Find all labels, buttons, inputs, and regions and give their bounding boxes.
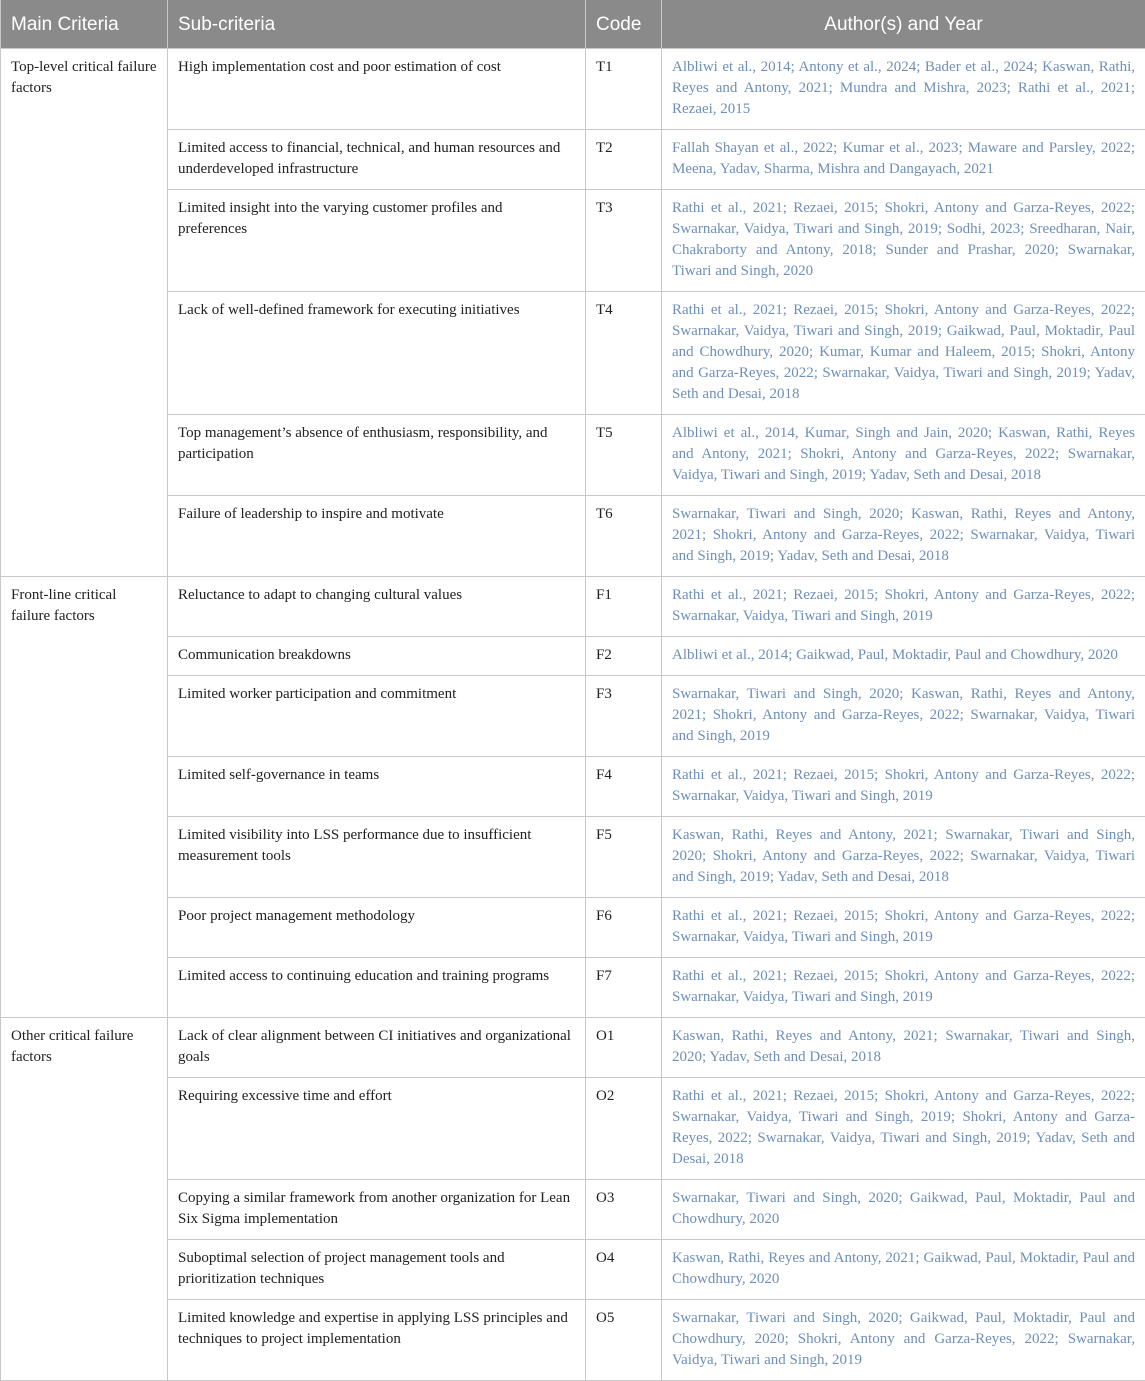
authors-year-cell: Rathi et al., 2021; Rezaei, 2015; Shokri, Antony and Garza-Reyes, 2022; Swarnakar, Vaidya, Tiwari and Singh, 2019 [662, 958, 1145, 1018]
sub-criteria-cell: Limited self-governance in teams [168, 757, 586, 817]
table-row [1, 577, 1145, 637]
table-row [1, 1180, 1145, 1240]
table-row [1, 1018, 1145, 1078]
sub-criteria-cell: Suboptimal selection of project management tools and prioritization techniques [168, 1240, 586, 1300]
authors-year-cell: Albliwi et al., 2014; Antony et al., 2024; Bader et al., 2024; Kaswan, Rathi, Reyes and Antony, 2021; Mundra and Mishra, 2023; Rathi et al., 2021; Rezaei, 2015 [662, 49, 1145, 130]
sub-criteria-cell: Poor project management methodology [168, 898, 586, 958]
code-cell: O1 [586, 1018, 662, 1078]
table-row [1, 1240, 1145, 1300]
sub-criteria-cell: Limited insight into the varying customer profiles and preferences [168, 190, 586, 292]
sub-criteria-cell: Failure of leadership to inspire and motivate [168, 496, 586, 577]
header-main-criteria: Main Criteria [1, 0, 168, 49]
code-cell: F7 [586, 958, 662, 1018]
sub-criteria-cell: Limited visibility into LSS performance due to insufficient measurement tools [168, 817, 586, 898]
code-cell: F3 [586, 676, 662, 757]
authors-year-cell: Swarnakar, Tiwari and Singh, 2020; Kaswan, Rathi, Reyes and Antony, 2021; Shokri, Antony and Garza-Reyes, 2022; Swarnakar, Vaidya, Tiwari and Singh, 2019; Yadav, Seth and Desai, 2018 [662, 496, 1145, 577]
main-criteria-cell: Other critical failure factors [1, 1018, 168, 1381]
authors-year-cell: Swarnakar, Tiwari and Singh, 2020; Gaikwad, Paul, Moktadir, Paul and Chowdhury, 2020; Shokri, Antony and Garza-Reyes, 2022; Swarnakar, Vaidya, Tiwari and Singh, 2019 [662, 1300, 1145, 1381]
sub-criteria-cell: Lack of well-defined framework for executing initiatives [168, 292, 586, 415]
header-sub-criteria: Sub-criteria [168, 0, 586, 49]
table-header [1, 0, 1145, 49]
main-criteria-cell: Top-level critical failure factors [1, 49, 168, 577]
code-cell: F5 [586, 817, 662, 898]
authors-year-cell: Rathi et al., 2021; Rezaei, 2015; Shokri, Antony and Garza-Reyes, 2022; Swarnakar, Vaidya, Tiwari and Singh, 2019; Shokri, Antony and Garza-Reyes, 2022; Swarnakar, Vaidya, Tiwari and Singh, 2019; Yadav, Seth and Desai, 2018 [662, 1078, 1145, 1180]
code-cell: O2 [586, 1078, 662, 1180]
code-cell: T5 [586, 415, 662, 496]
sub-criteria-cell: Limited access to continuing education and training programs [168, 958, 586, 1018]
authors-year-cell: Kaswan, Rathi, Reyes and Antony, 2021; Gaikwad, Paul, Moktadir, Paul and Chowdhury, 2020 [662, 1240, 1145, 1300]
code-cell: O4 [586, 1240, 662, 1300]
table-row [1, 1078, 1145, 1180]
table-row [1, 676, 1145, 757]
table-row [1, 190, 1145, 292]
header-code: Code [586, 0, 662, 49]
code-cell: O3 [586, 1180, 662, 1240]
code-cell: F6 [586, 898, 662, 958]
code-cell: T1 [586, 49, 662, 130]
authors-year-cell: Swarnakar, Tiwari and Singh, 2020; Kaswan, Rathi, Reyes and Antony, 2021; Shokri, Antony and Garza-Reyes, 2022; Swarnakar, Vaidya, Tiwari and Singh, 2019 [662, 676, 1145, 757]
table-row [1, 496, 1145, 577]
authors-year-cell: Rathi et al., 2021; Rezaei, 2015; Shokri, Antony and Garza-Reyes, 2022; Swarnakar, Vaidya, Tiwari and Singh, 2019; Sodhi, 2023; Sreedharan, Nair, Chakraborty and Antony, 2018; Sunder and Prashar, 2020; Swarnakar, Tiwari and Singh, 2020 [662, 190, 1145, 292]
code-cell: O5 [586, 1300, 662, 1381]
header-row [1, 0, 1145, 49]
sub-criteria-cell: Limited worker participation and commitment [168, 676, 586, 757]
sub-criteria-cell: Limited access to financial, technical, and human resources and underdeveloped infrastructure [168, 130, 586, 190]
table-row [1, 757, 1145, 817]
code-cell: F1 [586, 577, 662, 637]
authors-year-cell: Rathi et al., 2021; Rezaei, 2015; Shokri, Antony and Garza-Reyes, 2022; Swarnakar, Vaidya, Tiwari and Singh, 2019; Gaikwad, Paul, Moktadir, Paul and Chowdhury, 2020; Kumar, Kumar and Haleem, 2015; Shokri, Antony and Garza-Reyes, 2022; Swarnakar, Vaidya, Tiwari and Singh, 2019; Yadav, Seth and Desai, 2018 [662, 292, 1145, 415]
authors-year-cell: Kaswan, Rathi, Reyes and Antony, 2021; Swarnakar, Tiwari and Singh, 2020; Yadav, Seth and Desai, 2018 [662, 1018, 1145, 1078]
table-row [1, 958, 1145, 1018]
header-authors-year: Author(s) and Year [662, 0, 1145, 49]
authors-year-cell: Rathi et al., 2021; Rezaei, 2015; Shokri, Antony and Garza-Reyes, 2022; Swarnakar, Vaidya, Tiwari and Singh, 2019 [662, 757, 1145, 817]
code-cell: F2 [586, 637, 662, 676]
code-cell: T6 [586, 496, 662, 577]
table-row [1, 49, 1145, 130]
sub-criteria-cell: Requiring excessive time and effort [168, 1078, 586, 1180]
sub-criteria-cell: Top management’s absence of enthusiasm, responsibility, and participation [168, 415, 586, 496]
table-row [1, 817, 1145, 898]
table-row [1, 130, 1145, 190]
table-row [1, 1300, 1145, 1381]
sub-criteria-cell: Limited knowledge and expertise in applying LSS principles and techniques to project implementation [168, 1300, 586, 1381]
authors-year-cell: Kaswan, Rathi, Reyes and Antony, 2021; Swarnakar, Tiwari and Singh, 2020; Shokri, Antony and Garza-Reyes, 2022; Swarnakar, Vaidya, Tiwari and Singh, 2019; Yadav, Seth and Desai, 2018 [662, 817, 1145, 898]
code-cell: T4 [586, 292, 662, 415]
authors-year-cell: Swarnakar, Tiwari and Singh, 2020; Gaikwad, Paul, Moktadir, Paul and Chowdhury, 2020 [662, 1180, 1145, 1240]
table-row [1, 898, 1145, 958]
code-cell: F4 [586, 757, 662, 817]
sub-criteria-cell: Copying a similar framework from another organization for Lean Six Sigma implementation [168, 1180, 586, 1240]
code-cell: T3 [586, 190, 662, 292]
sub-criteria-cell: Communication breakdowns [168, 637, 586, 676]
table-body [1, 49, 1145, 1381]
authors-year-cell: Fallah Shayan et al., 2022; Kumar et al., 2023; Maware and Parsley, 2022; Meena, Yadav, Sharma, Mishra and Dangayach, 2021 [662, 130, 1145, 190]
table-row [1, 292, 1145, 415]
code-cell: T2 [586, 130, 662, 190]
authors-year-cell: Rathi et al., 2021; Rezaei, 2015; Shokri, Antony and Garza-Reyes, 2022; Swarnakar, Vaidya, Tiwari and Singh, 2019 [662, 577, 1145, 637]
authors-year-cell: Rathi et al., 2021; Rezaei, 2015; Shokri, Antony and Garza-Reyes, 2022; Swarnakar, Vaidya, Tiwari and Singh, 2019 [662, 898, 1145, 958]
sub-criteria-cell: Reluctance to adapt to changing cultural values [168, 577, 586, 637]
main-criteria-cell: Front-line critical failure factors [1, 577, 168, 1018]
authors-year-cell: Albliwi et al., 2014; Gaikwad, Paul, Moktadir, Paul and Chowdhury, 2020 [662, 637, 1145, 676]
sub-criteria-cell: High implementation cost and poor estimation of cost [168, 49, 586, 130]
table-row [1, 637, 1145, 676]
sub-criteria-cell: Lack of clear alignment between CI initiatives and organizational goals [168, 1018, 586, 1078]
table-row [1, 415, 1145, 496]
authors-year-cell: Albliwi et al., 2014, Kumar, Singh and Jain, 2020; Kaswan, Rathi, Reyes and Antony, 2021; Shokri, Antony and Garza-Reyes, 2022; Swarnakar, Vaidya, Tiwari and Singh, 2019; Yadav, Seth and Desai, 2018 [662, 415, 1145, 496]
